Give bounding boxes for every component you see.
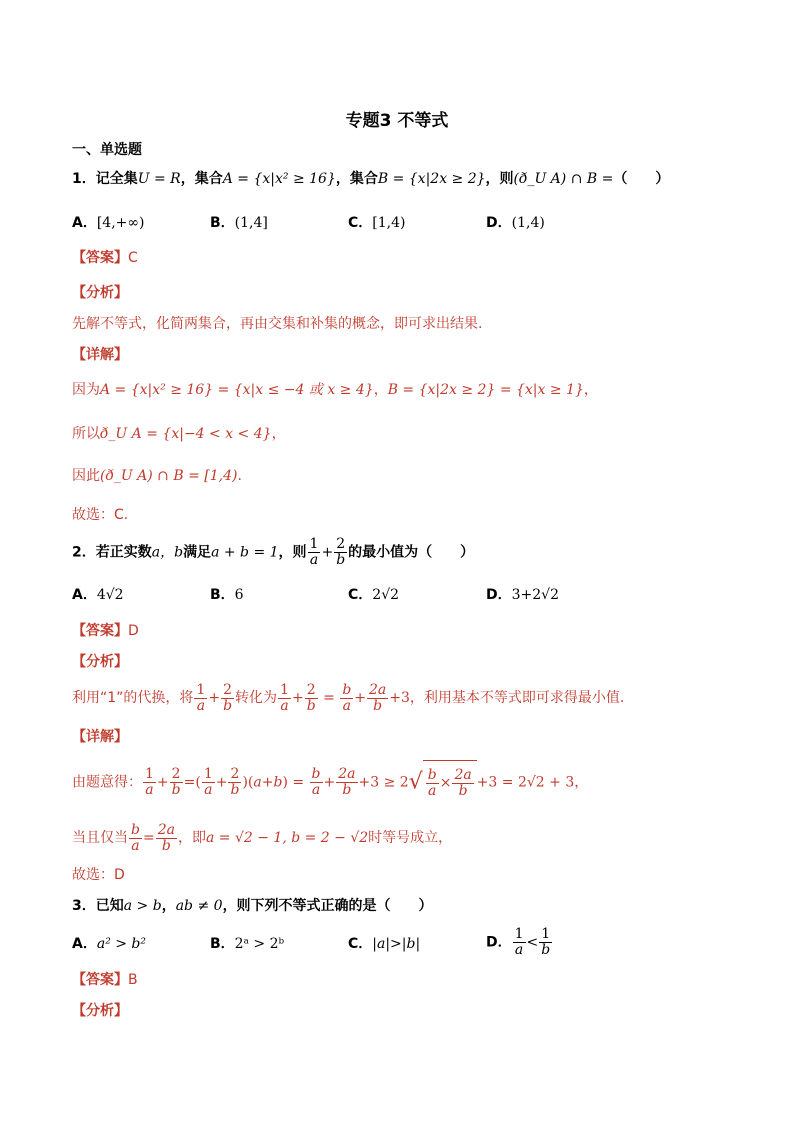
page-title: 专题3 不等式 — [345, 111, 449, 131]
q2-stem: 2．若正实数a，b满足a + b = 1，则 $\frac{1}{a}$ + $\frac{2}{b}$ 的最小值为（ ） — [72, 536, 475, 568]
q1-stem — [72, 169, 669, 189]
q1-answer — [72, 248, 138, 268]
q1-stem-math-u: U = R — [137, 171, 181, 187]
q1-detail-line-3: 因此(ð_U A) ∩ B = [1,4). — [72, 468, 242, 484]
fraction: $\frac{2}{b}$ — [336, 536, 346, 568]
q1-detail-line-1: 因为A = {x|x² ≥ 16} = {x|x ≤ −4 或 x ≥ 4}，B = {x|2x ≥ 2} = {x|x ≥ 1}， — [72, 382, 598, 398]
q2-analysis-text: 利用“1”的代换，将 $\frac{1}{a}$ + $\frac{2}{b}$ 转化为 $\frac{1}{a}$ + $\frac{2}{b}$ = $\frac{b}{a}$ + $\frac{2a}{b}$ +3，利用基本不等式即可求得最小值. — [72, 681, 625, 714]
q2-choose: 故选：D — [72, 867, 125, 883]
q1-stem-paren: （ ） — [613, 171, 670, 187]
q2-detail-line-2: 当且仅当 $\frac{b}{a}$ = $\frac{2a}{b}$ ，即a = √2 − 1, b = 2 − √2时等号成立， — [72, 821, 453, 854]
q1-detail-line-2: 所以ð_U A = {x|−4 < x < 4}， — [72, 426, 286, 442]
answer-value: C — [128, 250, 138, 266]
fraction: $\frac{1}{a}$ — [309, 536, 319, 568]
q1-option-b[interactable]: B．(1,4] — [210, 215, 268, 231]
q3-analysis-tag: 【分析】 — [72, 1003, 128, 1019]
q2-analysis-tag: 【分析】 — [72, 654, 128, 670]
q2-detail-line-1: 由题意得： $\frac{1}{a}$ + $\frac{2}{b}$ =( $\frac{1}{a}$ + $\frac{2}{b}$ )(a+b) = $\frac{b}{a}$ + $\frac{2a}{b}$ +3 ≥ 2√ $\frac{b}{a}$ × $\frac{2a}{b}$ +3 = 2√2 + 3， — [72, 760, 588, 805]
q2-option-d[interactable]: D．3+2√2 — [486, 587, 559, 603]
q1-choose: 故选：C. — [72, 507, 129, 523]
q2-option-c[interactable]: C．2√2 — [348, 587, 400, 603]
q2-option-a[interactable]: A．4√2 — [72, 587, 124, 603]
q2-option-b[interactable]: B．6 — [210, 587, 244, 603]
q1-stem-prefix: 1．记全集 — [72, 171, 138, 187]
q2-answer: 【答案】D — [72, 623, 139, 639]
q3-stem: 3．已知a > b，ab ≠ 0，则下列不等式正确的是（ ） — [72, 898, 433, 914]
answer-tag: 【答案】 — [72, 250, 128, 266]
q1-option-c[interactable]: C．[1,4) — [348, 215, 406, 231]
q3-option-c[interactable]: C．|a|>|b| — [348, 936, 421, 952]
q1-option-a[interactable]: A．[4,+∞) — [72, 215, 145, 231]
q1-option-d[interactable]: D．(1,4) — [486, 215, 545, 231]
q1-stem-text: ，集合 — [180, 171, 223, 187]
section-heading: 一、单选题 — [72, 142, 142, 158]
q3-answer: 【答案】B — [72, 972, 138, 988]
q1-stem-math-a: A = {x|x² ≥ 16} — [222, 171, 336, 187]
q3-option-b[interactable]: B．2ᵃ > 2ᵇ — [210, 936, 285, 952]
q1-stem-text: ，则 — [485, 171, 514, 187]
q1-stem-math-set: (ð_U A) ∩ B = — [513, 171, 614, 187]
q1-analysis-text: 先解不等式，化简两集合，再由交集和补集的概念，即可求出结果. — [72, 316, 483, 332]
q1-stem-text: ，集合 — [335, 171, 378, 187]
q3-option-d[interactable]: D． $\frac{1}{a}$ < $\frac{1}{b}$ — [486, 926, 551, 958]
q3-option-a[interactable]: A．a² > b² — [72, 936, 147, 952]
q1-detail-tag: 【详解】 — [72, 347, 128, 363]
q2-detail-tag: 【详解】 — [72, 729, 128, 745]
q1-analysis-tag: 【分析】 — [72, 285, 128, 301]
q1-stem-math-b: B = {x|2x ≥ 2} — [377, 171, 486, 187]
